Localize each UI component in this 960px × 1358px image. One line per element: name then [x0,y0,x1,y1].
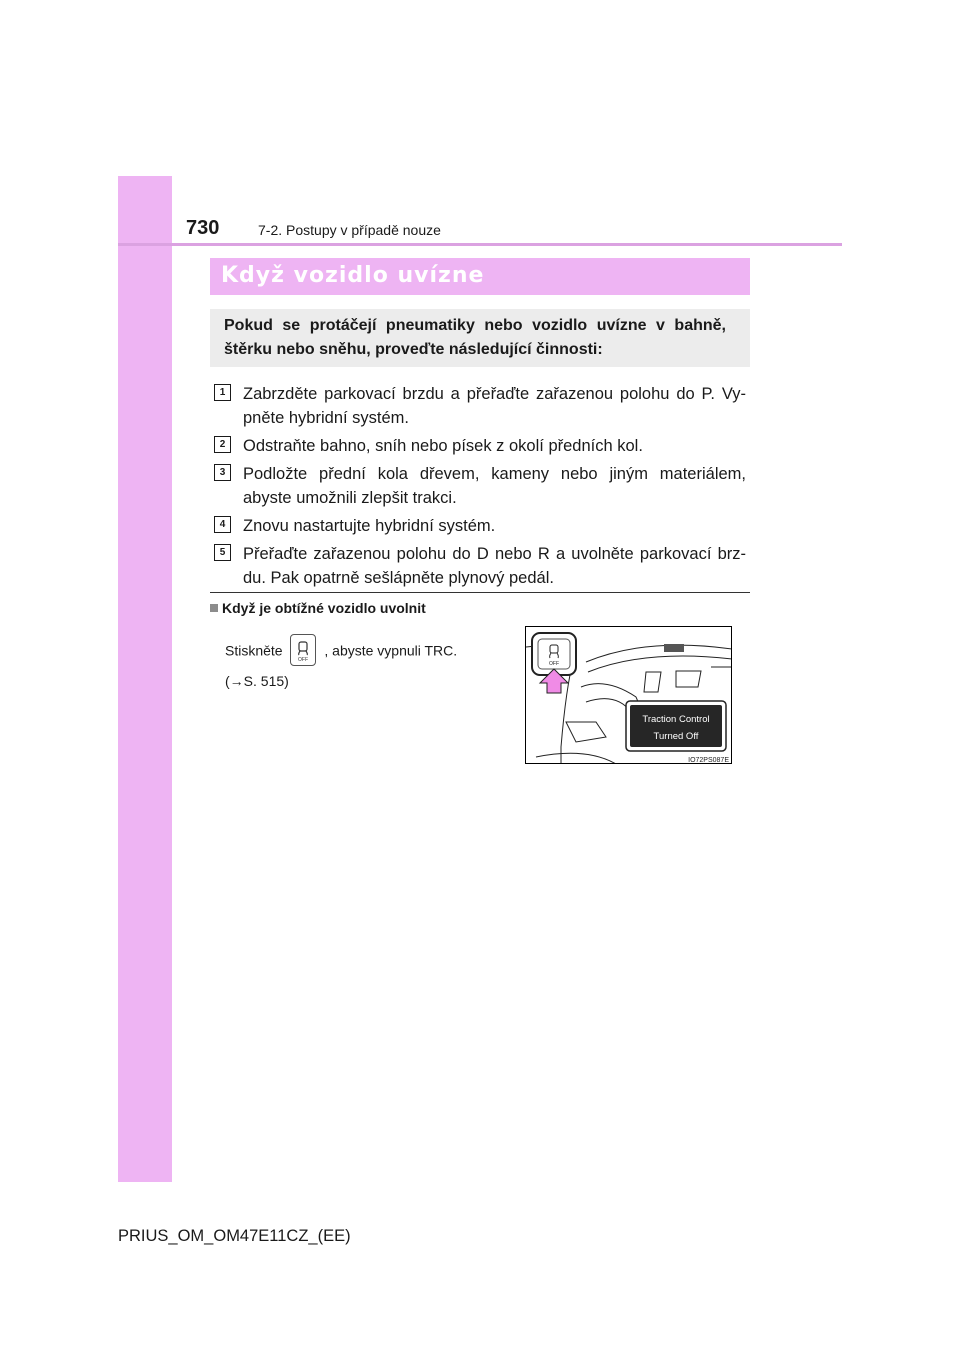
step-text: Znovu nastartujte hybridní systém. [243,517,496,535]
svg-text:OFF: OFF [298,657,309,663]
section-divider [210,592,750,593]
section-title: Když vozidlo uvízne [210,258,750,295]
step-number: 1 [214,384,231,401]
display-line2: Turned Off [653,731,699,742]
step-number: 4 [214,516,231,533]
figure-code: IO72PS087E [688,757,729,764]
header-rule [118,243,842,246]
footer-code: PRIUS_OM_OM47E11CZ_(EE) [118,1227,351,1245]
page-reference: (→S. 515) [225,673,289,689]
step-number: 2 [214,436,231,453]
step-number: 5 [214,544,231,561]
subsection-heading-text: Když je obtížné vozidlo uvolnit [222,600,426,616]
step-item [214,434,746,458]
chapter-header: 7-2. Postupy v případě nouze [258,222,441,238]
side-tab-bar [118,176,172,1182]
square-bullet-icon [210,604,218,612]
subsection-body [225,636,515,694]
intro-box: Pokud se protáčejí pneumatiky nebo vozidlo uvízne v bahně, štěrku nebo sněhu, proveďte následující činnosti: [210,309,750,367]
button-label: OFF [549,661,559,667]
instruction-text-before: Stiskněte [225,642,283,659]
page-number: 730 [186,217,220,239]
vsc-off-button-icon [290,634,316,666]
step-number: 3 [214,464,231,481]
step-text: Podložte přední kola dřevem, kameny nebo jiným materiálem, abyste umožnili zlepšit trakci. [243,465,746,507]
subsection-heading [210,600,426,616]
dashboard-illustration [525,626,732,764]
step-text: Přeřaďte zařazenou polohu do D nebo R a uvolněte parkovací brz-du. Pak opatrně sešlápněte plynový pedál. [243,545,746,587]
step-item [214,514,746,538]
step-item [214,462,746,510]
step-item [214,382,746,430]
step-text: Odstraňte bahno, sníh nebo písek z okolí předních kol. [243,437,643,455]
instruction-text-after: , abyste vypnuli TRC. [324,642,458,659]
step-text: Zabrzděte parkovací brzdu a přeřaďte zařazenou polohu do P. Vy-pněte hybridní systém. [243,385,746,427]
step-item [214,542,746,590]
display-line1: Traction Control [642,714,710,725]
steps-list [214,382,746,594]
